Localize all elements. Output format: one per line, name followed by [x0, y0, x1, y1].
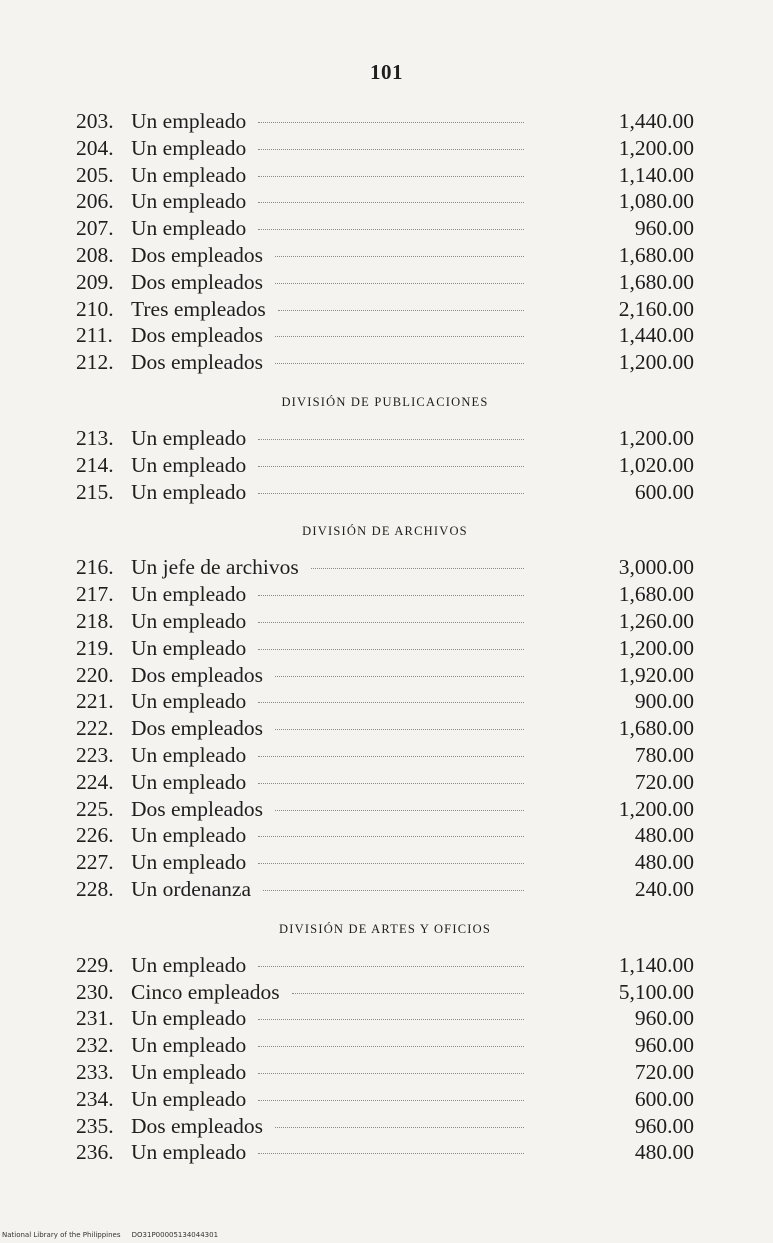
dot-leader — [263, 890, 524, 891]
item-number: 218. — [76, 608, 114, 633]
line-item — [76, 1139, 694, 1166]
section-title: DIVISIÓN DE PUBLICACIONES — [281, 394, 489, 409]
item-number: 214. — [76, 452, 114, 477]
dot-leader — [258, 702, 524, 703]
dot-leader — [292, 993, 524, 994]
item-number: 223. — [76, 742, 114, 767]
item-number: 215. — [76, 479, 114, 504]
line-item — [76, 581, 694, 608]
line-item — [76, 742, 694, 769]
footer-institution: National Library of the Philippines — [2, 1231, 121, 1239]
item-number: 211. — [76, 323, 113, 348]
page-number: 101 — [370, 60, 403, 84]
dot-leader — [275, 363, 524, 364]
item-number: 224. — [76, 769, 114, 794]
item-amount: 1,680.00 — [618, 269, 694, 294]
item-description: Dos empleados — [131, 796, 263, 821]
item-number: 221. — [76, 689, 114, 714]
item-amount: 480.00 — [634, 823, 694, 848]
dot-leader — [275, 336, 524, 337]
dot-leader — [258, 649, 524, 650]
item-description: Dos empleados — [131, 323, 263, 348]
item-number: 232. — [76, 1033, 114, 1058]
dot-leader — [258, 836, 524, 837]
dot-leader — [275, 729, 524, 730]
item-amount: 1,200.00 — [618, 350, 694, 375]
item-description: Un empleado — [131, 1006, 247, 1031]
item-description: Un empleado — [131, 216, 247, 241]
item-number: 213. — [76, 425, 114, 450]
item-amount: 720.00 — [634, 1059, 694, 1084]
item-amount: 960.00 — [634, 1006, 694, 1031]
item-description: Un empleado — [131, 742, 247, 767]
dot-leader — [258, 1100, 524, 1101]
item-amount: 240.00 — [634, 876, 694, 901]
dot-leader — [258, 966, 524, 967]
dot-leader — [258, 439, 524, 440]
item-number: 217. — [76, 582, 114, 607]
item-description: Un empleado — [131, 635, 247, 660]
item-number: 235. — [76, 1113, 114, 1138]
item-amount: 1,200.00 — [618, 796, 694, 821]
item-amount: 1,440.00 — [618, 109, 694, 133]
item-description: Un empleado — [131, 850, 247, 875]
item-amount: 960.00 — [634, 1033, 694, 1058]
item-amount: 960.00 — [634, 216, 694, 241]
item-number: 236. — [76, 1140, 114, 1165]
line-item — [76, 849, 694, 876]
item-description: Dos empleados — [131, 662, 263, 687]
line-item — [76, 1113, 694, 1140]
item-description: Un empleado — [131, 189, 247, 214]
item-number: 229. — [76, 952, 114, 977]
item-description: Un empleado — [131, 823, 247, 848]
item-number: 226. — [76, 823, 114, 848]
item-description: Un empleado — [131, 109, 247, 133]
line-item — [76, 135, 694, 162]
item-description: Un ordenanza — [131, 876, 251, 901]
item-description: Un empleado — [131, 1086, 247, 1111]
line-item — [76, 425, 694, 452]
item-amount: 1,680.00 — [618, 716, 694, 741]
dot-leader — [258, 783, 524, 784]
item-description: Un empleado — [131, 1033, 247, 1058]
line-item — [76, 349, 694, 376]
dot-leader — [258, 229, 524, 230]
item-amount: 600.00 — [634, 479, 694, 504]
item-number: 210. — [76, 296, 114, 321]
line-item — [76, 479, 694, 506]
item-number: 204. — [76, 135, 114, 160]
item-number: 216. — [76, 555, 114, 580]
dot-leader — [258, 622, 524, 623]
dot-leader — [258, 176, 524, 177]
item-number: 205. — [76, 162, 114, 187]
dot-leader — [275, 810, 524, 811]
item-description: Un empleado — [131, 425, 247, 450]
dot-leader — [258, 202, 524, 203]
line-item — [76, 876, 694, 903]
item-description: Dos empleados — [131, 242, 263, 267]
line-item — [76, 635, 694, 662]
item-amount: 1,200.00 — [618, 135, 694, 160]
dot-leader — [258, 863, 524, 864]
item-amount: 1,200.00 — [618, 425, 694, 450]
line-item — [76, 688, 694, 715]
item-number: 207. — [76, 216, 114, 241]
item-description: Un empleado — [131, 952, 247, 977]
item-number: 233. — [76, 1059, 114, 1084]
line-item — [76, 1059, 694, 1086]
appropriation-list — [76, 108, 694, 1166]
line-item — [76, 1086, 694, 1113]
item-number: 227. — [76, 850, 114, 875]
item-amount: 1,140.00 — [618, 162, 694, 187]
item-amount: 1,020.00 — [618, 452, 694, 477]
item-number: 230. — [76, 979, 114, 1004]
line-item — [76, 715, 694, 742]
dot-leader — [258, 595, 524, 596]
line-item — [76, 979, 694, 1006]
dot-leader — [278, 310, 524, 311]
dot-leader — [311, 568, 524, 569]
item-amount: 2,160.00 — [618, 296, 694, 321]
line-item — [76, 215, 694, 242]
item-description: Un empleado — [131, 452, 247, 477]
item-description: Dos empleados — [131, 269, 263, 294]
item-description: Un empleado — [131, 1140, 247, 1165]
item-number: 231. — [76, 1006, 114, 1031]
item-number: 220. — [76, 662, 114, 687]
line-item — [76, 322, 694, 349]
item-number: 225. — [76, 796, 114, 821]
item-description: Un empleado — [131, 162, 247, 187]
item-number: 219. — [76, 635, 114, 660]
item-amount: 5,100.00 — [618, 979, 694, 1004]
item-amount: 1,920.00 — [618, 662, 694, 687]
item-number: 234. — [76, 1086, 114, 1111]
item-description: Dos empleados — [131, 1113, 263, 1138]
item-number: 208. — [76, 242, 114, 267]
line-item — [76, 162, 694, 189]
dot-leader — [258, 1046, 524, 1047]
item-description: Dos empleados — [131, 350, 263, 375]
dot-leader — [258, 466, 524, 467]
item-description: Un empleado — [131, 608, 247, 633]
line-item — [76, 822, 694, 849]
line-item — [76, 554, 694, 581]
dot-leader — [258, 493, 524, 494]
item-amount: 780.00 — [634, 742, 694, 767]
item-amount: 720.00 — [634, 769, 694, 794]
item-number: 206. — [76, 189, 114, 214]
dot-leader — [258, 122, 524, 123]
item-description: Un empleado — [131, 769, 247, 794]
item-number: 228. — [76, 876, 114, 901]
scan-footer — [2, 1231, 218, 1239]
line-item — [76, 1005, 694, 1032]
item-description: Tres empleados — [131, 296, 266, 321]
item-amount: 1,440.00 — [618, 323, 694, 348]
item-amount: 1,140.00 — [618, 952, 694, 977]
line-item — [76, 769, 694, 796]
item-amount: 900.00 — [634, 689, 694, 714]
item-number: 203. — [76, 109, 114, 133]
line-item — [76, 608, 694, 635]
item-amount: 1,200.00 — [618, 635, 694, 660]
footer-id: DO31P00005134044301 — [131, 1231, 219, 1239]
line-item — [76, 269, 694, 296]
line-item — [76, 296, 694, 323]
dot-leader — [275, 676, 524, 677]
item-description: Un empleado — [131, 479, 247, 504]
line-item — [76, 242, 694, 269]
line-item — [76, 662, 694, 689]
item-amount: 480.00 — [634, 1140, 694, 1165]
item-description: Un empleado — [131, 135, 247, 160]
item-description: Un empleado — [131, 1059, 247, 1084]
item-amount: 480.00 — [634, 850, 694, 875]
item-amount: 1,680.00 — [618, 582, 694, 607]
line-item — [76, 1032, 694, 1059]
item-amount: 1,260.00 — [618, 608, 694, 633]
line-item — [76, 796, 694, 823]
line-item — [76, 452, 694, 479]
line-item — [76, 188, 694, 215]
dot-leader — [275, 1127, 524, 1128]
dot-leader — [258, 756, 524, 757]
dot-leader — [258, 1073, 524, 1074]
item-description: Un jefe de archivos — [131, 555, 299, 580]
item-amount: 1,080.00 — [618, 189, 694, 214]
line-item — [76, 952, 694, 979]
item-amount: 600.00 — [634, 1086, 694, 1111]
item-number: 222. — [76, 716, 114, 741]
item-description: Un empleado — [131, 689, 247, 714]
item-description: Dos empleados — [131, 716, 263, 741]
item-number: 209. — [76, 269, 114, 294]
item-amount: 1,680.00 — [618, 242, 694, 267]
item-amount: 960.00 — [634, 1113, 694, 1138]
item-amount: 3,000.00 — [618, 555, 694, 580]
section-title: DIVISIÓN DE ARCHIVOS — [302, 524, 468, 539]
dot-leader — [275, 256, 524, 257]
item-description: Cinco empleados — [131, 979, 280, 1004]
line-item — [76, 108, 694, 135]
section-title: DIVISIÓN DE ARTES Y OFICIOS — [279, 921, 491, 936]
dot-leader — [275, 283, 524, 284]
item-description: Un empleado — [131, 582, 247, 607]
dot-leader — [258, 149, 524, 150]
dot-leader — [258, 1153, 524, 1154]
dot-leader — [258, 1019, 524, 1020]
item-number: 212. — [76, 350, 114, 375]
